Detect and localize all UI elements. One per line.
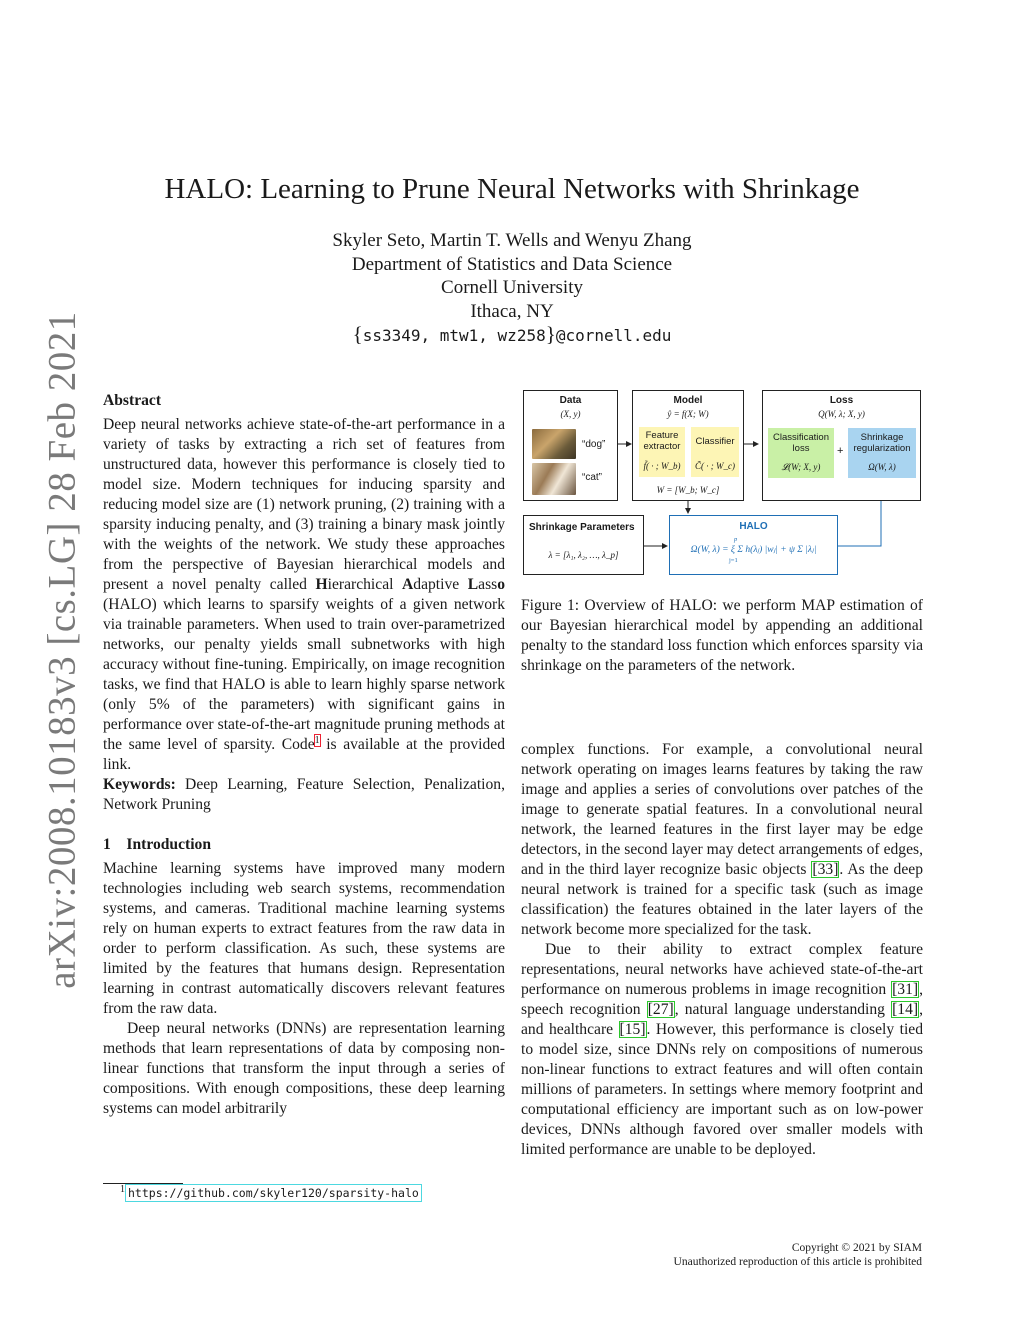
citation-33[interactable]: [33] — [812, 861, 839, 878]
w-equation: W = [W_b; W_c] — [656, 485, 720, 495]
plus-sign: + — [837, 445, 844, 457]
email-domain: @cornell.edu — [555, 326, 672, 345]
model-box: Model ŷ = f(X; W) Feature extractor f̃( · ; W_b) Classifier C̃( · ; W_c) W = [W_b; W_c] — [632, 390, 744, 501]
feature-extractor-chip: Feature extractor f̃( · ; W_b) — [639, 427, 685, 477]
figure-1-diagram — [519, 388, 929, 583]
data-box: Data (X, y) “dog” “cat” — [523, 390, 618, 501]
arxiv-stamp: arXiv:2008.10183v3 [cs.LG] 28 Feb 2021 — [40, 311, 84, 989]
shrinkage-parameters-box: Shrinkage Parameters λ = [λ₁, λ₂, …, λ_p] — [523, 515, 644, 575]
right-column — [521, 740, 923, 1160]
copyright-notice: Copyright © 2021 by SIAM Unauthorized reproduction of this article is prohibited — [673, 1242, 922, 1268]
footnote-link[interactable]: 1 — [314, 734, 320, 746]
right-paragraph-2: Due to their ability to extract complex feature representations, neural networks have achieved state-of-the-art performance on numerous problems in image recognition [31], speech recognition [27], natural language understanding [14], and healthcare [15]. However, this performance is closely tied to model size, since DNNs rely on compositions of numerous non-linear functions to extract features and will often contain millions of parameters. In settings where memory footprint and computational efficiency are important such as on low-power devices, DNNs although favored over smaller models with limited performance are unable to be deployed. — [521, 941, 924, 1158]
halo-sum-bottom: j=1 — [729, 557, 738, 564]
github-link[interactable]: https://github.com/skyler120/sparsity-halo — [128, 1186, 419, 1200]
halo-sum-top: p — [734, 536, 738, 543]
intro-paragraph-1: Machine learning systems have improved many modern technologies including web search systems, recommendation systems, and cameras. Traditional machine learning systems rely on human experts to extract features from the raw data in order to perform classification. As such, these systems are limited by the features that humans design. Representation learning in contrast automatically discovers relevant features from the raw data. — [103, 860, 505, 1017]
paper-title: HALO: Learning to Prune Neural Networks with Shrinkage — [164, 173, 860, 205]
intro-paragraph-2: Deep neural networks (DNNs) are representation learning methods that learn representations of data by composing non-linear functions that transform the input through a series of compositions. With enough compositions, these deep learning systems can model arbitrarily — [103, 1020, 505, 1117]
author-email[interactable]: {ss3349, mtw1, wz258}@cornell.edu — [352, 322, 672, 346]
classification-loss-chip: Classification loss 𝓛(W; X, y) — [768, 428, 834, 478]
keywords: Keywords: Deep Learning, Feature Selection, Penalization, Network Pruning — [103, 776, 505, 813]
citation-31[interactable]: [31] — [892, 981, 919, 998]
dog-label: “dog” — [582, 439, 606, 450]
figure-caption: Figure 1: Overview of HALO: we perform MAP estimation of our Bayesian hierarchical model by appending an additional penalty to the standard loss function which enforces sparsity via shrinkage on the parameters of the network. — [521, 597, 923, 674]
shrinkage-regularization-chip: Shrinkage regularization Ω(W, λ) — [848, 428, 916, 478]
footnote: $^1$ https://github.com/skyler120/sparsity-halo — [120, 1184, 419, 1200]
author-location: Ithaca, NY — [470, 300, 554, 322]
section-heading-introduction: 1 Introduction — [103, 836, 212, 853]
keywords-label: Keywords: — [103, 776, 176, 793]
abstract-text: Deep neural networks achieve state-of-the-art performance in a variety of tasks by extracting a rich set of features from unstructured data, however this performance is closely tied to model size. Modern techniques for inducing sparsity and reducing model size are (1) network pruning, (2) training with a sparsity inducing penalty, and (3) training a binary mask jointly with the weights of the network. We study these approaches from the perspective of Bayesian hierarchical models and present a novel penalty called Hierarchical Adaptive Lasso (HALO) which learns to sparsify weights of a given network via trainable parameters. When used to train over-parametrized networks, our penalty yields small subnetworks with high accuracy without fine-tuning. Empirically, on image recognition tasks, we find that HALO is able to learn highly sparse network (only 5% of the parameters) with significant gains in performance over state-of-the-art magnitude pruning methods at the same level of sparsity. Code$^1$ is available at the provided link. — [103, 416, 506, 773]
loss-box: Loss Q(W, λ; X, y) Classification loss 𝓛(W; X, y) + Shrinkage regularization Ω(W, λ) — [762, 390, 921, 501]
abstract-heading: Abstract — [103, 392, 162, 409]
citation-27[interactable]: [27] — [647, 1001, 674, 1018]
author-university: Cornell University — [441, 277, 583, 298]
cat-label: “cat” — [582, 472, 602, 483]
author-department: Department of Statistics and Data Science — [351, 253, 673, 275]
classifier-chip: Classifier C̃( · ; W_c) — [691, 427, 739, 477]
cat-photo — [532, 463, 576, 495]
right-paragraph-1: complex functions. For example, a convolutional neural network operating on images learns features by taking the raw image and applies a series of convolutions over patches of the image to generate spatial features. In a convolutional neural network, the learned features in the first layer may be edge detectors, in the second layer may detect arrangements of edges, and in the third layer recognize basic objects [33]. As the deep neural network is trained for a specific task (such as image classification) the features obtained in the later layers of the network become more specialized for the task. — [521, 741, 923, 938]
citation-15[interactable]: [15] — [619, 1021, 646, 1038]
author-block — [0, 229, 1024, 348]
halo-box: HALO Ω(W, λ) = ξ Σ h(λⱼ) |wⱼ| + ψ Σ |λⱼ| p j=1 — [669, 515, 838, 575]
left-column — [103, 391, 505, 1119]
author-names: Skyler Seto, Martin T. Wells and Wenyu Zhang — [332, 230, 692, 251]
citation-14[interactable]: [14] — [892, 1001, 919, 1018]
email-users: ss3349, mtw1, wz258 — [362, 326, 546, 345]
dog-photo — [532, 429, 576, 459]
